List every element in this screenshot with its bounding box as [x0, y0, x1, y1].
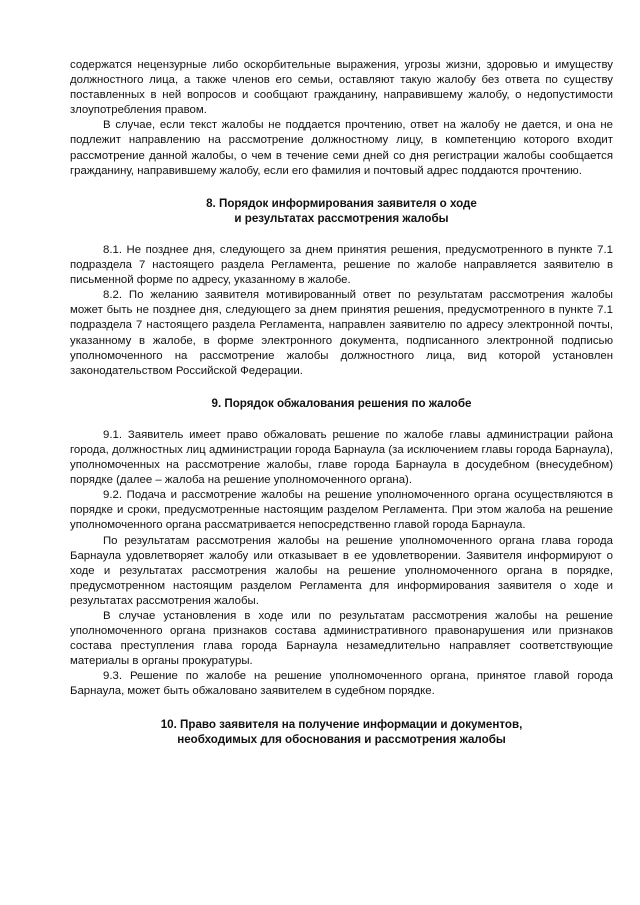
section-8-heading-line-1: 8. Порядок информирования заявителя о ходе [206, 196, 477, 210]
paragraph-unreadable-complaint: В случае, если текст жалобы не поддается прочтению, ответ на жалобу не дается, и она не подлежит направлению на рассмотрение должностному лицу, в компетенцию которого входит рассмотрение данной жалобы, о чем в течение семи дней со дня регистрации жалобы сообщается гражданину, направившему жалобу, если его фамилия и почтовый адрес поддаются прочтению. [70, 119, 613, 177]
section-10-heading-line-2: необходимых для обоснования и рассмотрения жалобы [177, 732, 506, 746]
paragraph-9-2-results: По результатам рассмотрения жалобы на решение уполномоченного органа глава города Барнаула удовлетворяет жалобу или отказывает в ее удовлетворении. Заявителя информируют о ходе и результатах рассмотрения жалобы на решение уполномоченного органа в порядке, предусмотренном настоящим разделом Регламента для информирования заявителя о ходе и результатах рассмотрения жалобы. [70, 534, 613, 607]
document-page [70, 58, 613, 747]
section-8-heading [70, 196, 613, 226]
paragraph-9-2: 9.2. Подача и рассмотрение жалобы на решение уполномоченного органа осуществляются в порядке и сроки, предусмотренные настоящим разделом Регламента. При этом жалоба на решение уполномоченного органа рассматривается непосредственно главой города Барнаула. [70, 489, 613, 532]
paragraph-8-1: 8.1. Не позднее дня, следующего за днем принятия решения, предусмотренного в пункте 7.1 подраздела 7 настоящего раздела Регламента, решение по жалобе направляется заявителю в письменной форме по адресу, указанному в жалобе. [70, 243, 613, 287]
section-8-heading-line-2: и результатах рассмотрения жалобы [234, 211, 449, 225]
section-10-heading [70, 717, 613, 747]
paragraph-9-2-violations: В случае установления в ходе или по результатам рассмотрения жалобы на решение уполномоченного органа признаков состава административного правонарушения или признаков состава преступления глава города Барнаула незамедлительно направляет соответствующие материалы в органы прокуратуры. [70, 610, 613, 668]
paragraph-9-1: 9.1. Заявитель имеет право обжаловать решение по жалобе главы администрации района города, должностных лиц администрации города Барнаула (за исключением главы города Барнаула), уполномоченных на рассмотрение жалобы, главе города Барнаула в досудебном (внесудебном) порядке (далее – жалоба на решение уполномоченного органа). [70, 428, 613, 487]
section-10-heading-line-1: 10. Право заявителя на получение информации и документов, [160, 717, 523, 731]
paragraph-9-3: 9.3. Решение по жалобе на решение уполномоченного органа, принятое главой города Барнаула, может быть обжаловано заявителем в судебном порядке. [70, 670, 613, 698]
paragraph-8-2: 8.2. По желанию заявителя мотивированный ответ по результатам рассмотрения жалобы может быть не позднее дня, следующего за днем принятия решения, предусмотренного в пункте 7.1 подраздела 7 настоящего раздела Регламента, направлен заявителю по адресу электронной почты, указанному в жалобе, в форме электронного документа, подписанного электронной подписью уполномоченного на рассмотрение жалобы должностного лица, вид которой установлен законодательством Российской Федерации. [70, 289, 613, 377]
section-9-heading: 9. Порядок обжалования решения по жалобе [211, 396, 472, 410]
paragraph-continuation: содержатся нецензурные либо оскорбительные выражения, угрозы жизни, здоровью и имуществу должностного лица, а также членов его семьи, оставляют такую жалобу без ответа по существу поставленных в ней вопросов и сообщают гражданину, направившему жалобу, о недопустимости злоупотребления правом. [70, 59, 613, 117]
